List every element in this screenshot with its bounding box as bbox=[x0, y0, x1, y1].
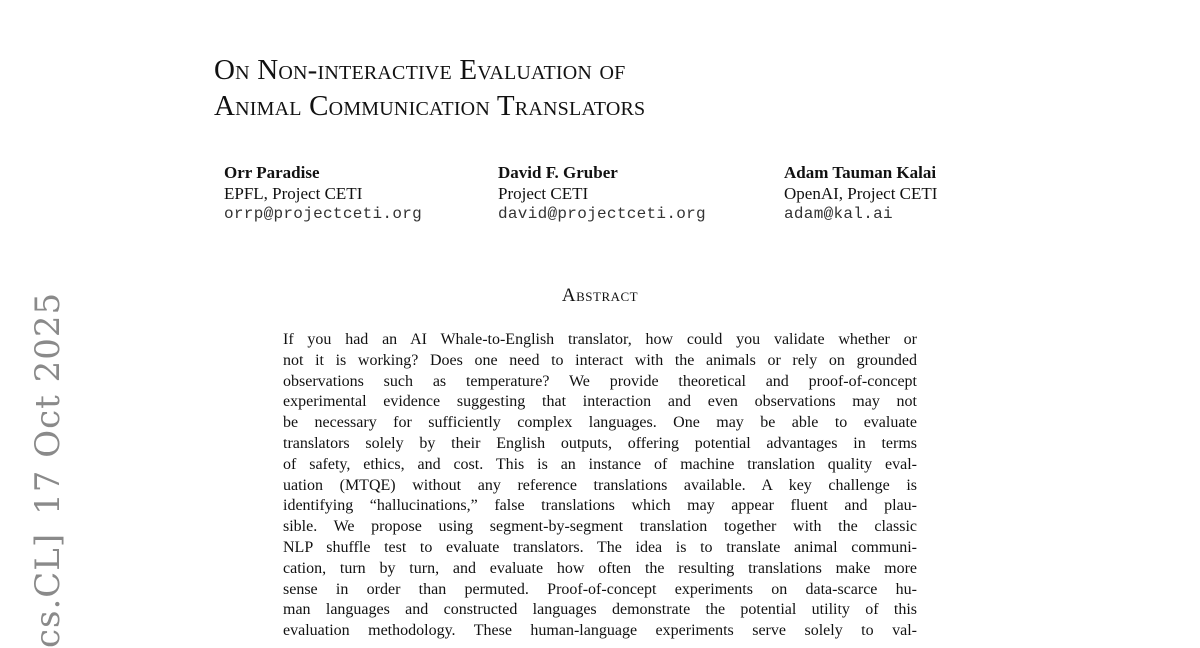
author-affiliation: OpenAI, Project CETI bbox=[784, 184, 938, 203]
author-affiliation: Project CETI bbox=[498, 184, 589, 203]
abstract-heading: Abstract bbox=[561, 285, 639, 306]
title-line: On Non-interactive Evaluation of bbox=[214, 54, 626, 86]
author-affiliation: EPFL, Project CETI bbox=[224, 184, 363, 203]
arxiv-date: 17 Oct 2025 bbox=[28, 291, 68, 515]
author-entry bbox=[498, 162, 706, 225]
author-name: Orr Paradise bbox=[224, 163, 320, 182]
author-entry bbox=[224, 162, 422, 225]
abstract-line: observations such as temperature? We provide theoretical and proof-of-concept bbox=[283, 372, 917, 390]
author-entry bbox=[784, 162, 937, 225]
abstract-line: If you had an AI Whale-to-English translator, how could you validate whether or bbox=[283, 331, 917, 348]
abstract-line: experimental evidence suggesting that interaction and even observations may not bbox=[283, 393, 917, 411]
abstract-line: identifying “hallucinations,” false translations which may appear fluent and plau- bbox=[283, 497, 917, 515]
abstract-line: sible. We propose using segment-by-segment translation together with the classic bbox=[283, 518, 917, 536]
abstract-line: sense in order than permuted. Proof-of-concept experiments on data-scarce hu- bbox=[283, 580, 917, 598]
paper-title bbox=[214, 52, 645, 124]
author-name: Adam Tauman Kalai bbox=[784, 163, 937, 182]
abstract-line: be necessary for sufficiently complex languages. One may be able to evaluate bbox=[283, 414, 917, 432]
author-email: david@projectceti.org bbox=[498, 205, 706, 223]
abstract-line: translators solely by their English outputs, offering potential advantages in terms bbox=[283, 434, 917, 452]
abstract-line: not it is working? Does one need to interact with the animals or rely on grounded bbox=[283, 351, 917, 369]
abstract-line: evaluation methodology. These human-language experiments serve solely to val- bbox=[283, 622, 917, 640]
abstract-body bbox=[283, 330, 917, 642]
abstract-line: of safety, ethics, and cost. This is an instance of machine translation quality eval- bbox=[283, 455, 917, 473]
author-name: David F. Gruber bbox=[498, 163, 618, 182]
title-line: Animal Communication Translators bbox=[214, 90, 646, 122]
arxiv-category: cs.CL] bbox=[28, 532, 68, 648]
abstract-line: NLP shuffle test to evaluate translators. The idea is to translate animal communi- bbox=[283, 538, 917, 556]
arxiv-side-stamp bbox=[28, 292, 68, 648]
abstract-line: uation (MTQE) without any reference translations available. A key challenge is bbox=[283, 476, 917, 494]
abstract-line: cation, turn by turn, and evaluate how often the resulting translations make more bbox=[283, 559, 917, 577]
author-email: adam@kal.ai bbox=[784, 205, 893, 223]
author-email: orrp@projectceti.org bbox=[224, 205, 423, 223]
abstract-line: man languages and constructed languages demonstrate the potential utility of this bbox=[283, 601, 917, 619]
